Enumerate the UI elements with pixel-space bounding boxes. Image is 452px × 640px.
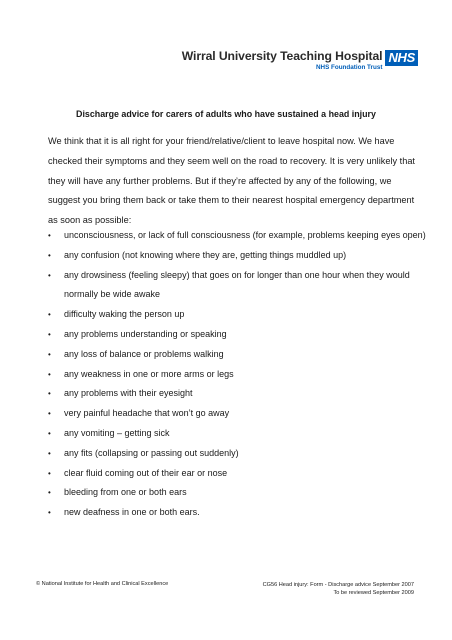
bullet-icon: •	[48, 349, 51, 359]
list-item-text: any problems understanding or speaking	[64, 328, 227, 339]
bullet-icon: •	[48, 409, 51, 419]
document-title: Discharge advice for carers of adults who have sustained a head injury	[76, 109, 376, 119]
intro-line: they will have any further problems. But if they’re affected by any of the following, we	[48, 175, 392, 186]
bullet-icon: •	[48, 310, 51, 320]
list-item	[48, 483, 444, 503]
intro-line: We think that it is all right for your friend/relative/client to leave hospital now. We have	[48, 136, 395, 146]
intro-paragraph	[48, 132, 428, 231]
trust-subtitle: NHS Foundation Trust	[315, 64, 383, 71]
bullet-icon: •	[48, 468, 51, 478]
bullet-icon: •	[48, 250, 51, 260]
list-item	[48, 345, 444, 365]
list-item-text: unconsciousness, or lack of full consciousness (for example, problems keeping eyes open)	[64, 230, 426, 240]
logo-text	[182, 50, 383, 72]
list-item-text: normally be wide awake	[64, 289, 161, 300]
list-item	[48, 464, 444, 484]
list-item	[48, 424, 444, 444]
list-item	[48, 226, 444, 246]
list-item	[48, 325, 444, 345]
list-item-text: any fits (collapsing or passing out suddenly)	[64, 447, 239, 458]
intro-line: as soon as possible:	[48, 215, 132, 226]
footer-review-date: To be reviewed September 2009	[333, 590, 414, 596]
list-item-text: clear fluid coming out of their ear or nose	[64, 467, 228, 478]
list-item	[48, 365, 444, 385]
list-item	[48, 305, 444, 325]
bullet-icon: •	[48, 448, 51, 458]
list-item	[48, 444, 444, 464]
bullet-icon: •	[48, 231, 51, 240]
organisation-name: Wirral University Teaching Hospital	[181, 49, 383, 63]
nhs-logo-badge: NHS	[385, 50, 418, 66]
list-item	[48, 384, 444, 404]
intro-line: suggest you bring them back or take them to their nearest hospital emergency department	[48, 195, 415, 206]
footer-form-info	[263, 581, 414, 597]
list-item-text: any vomiting – getting sick	[64, 427, 170, 438]
bullet-icon: •	[48, 488, 51, 498]
intro-line: checked their symptoms and they seem well on the road to recovery. It is very unlikely that	[48, 155, 415, 166]
list-item	[48, 266, 444, 306]
bullet-icon: •	[48, 270, 51, 280]
bullet-icon: •	[48, 369, 51, 379]
list-item-text: any problems with their eyesight	[64, 388, 193, 399]
list-item	[48, 503, 444, 523]
footer-form-reference: CG56 Head injury: Form - Discharge advice September 2007	[262, 582, 414, 588]
bullet-icon: •	[48, 329, 51, 339]
list-item-text: any loss of balance or problems walking	[64, 348, 224, 359]
list-item-text: any weakness in one or more arms or legs	[64, 368, 234, 379]
list-item-text: difficulty waking the person up	[64, 309, 185, 320]
footer-copyright: © National Institute for Health and Clinical Excellence	[36, 581, 169, 587]
list-item-text: bleeding from one or both ears	[64, 487, 187, 498]
list-item-text: very painful headache that won’t go away	[64, 408, 230, 419]
bullet-icon: •	[48, 428, 51, 438]
list-item-text: new deafness in one or both ears.	[64, 507, 200, 518]
symptom-list	[48, 226, 444, 523]
list-item-text: any drowsiness (feeling sleepy) that goes on for longer than one hour when they would	[64, 269, 410, 280]
bullet-icon: •	[48, 508, 51, 518]
hospital-logo	[182, 50, 418, 72]
list-item	[48, 404, 444, 424]
bullet-icon: •	[48, 389, 51, 399]
list-item	[48, 246, 444, 266]
list-item-text: any confusion (not knowing where they are, getting things muddled up)	[64, 249, 347, 260]
